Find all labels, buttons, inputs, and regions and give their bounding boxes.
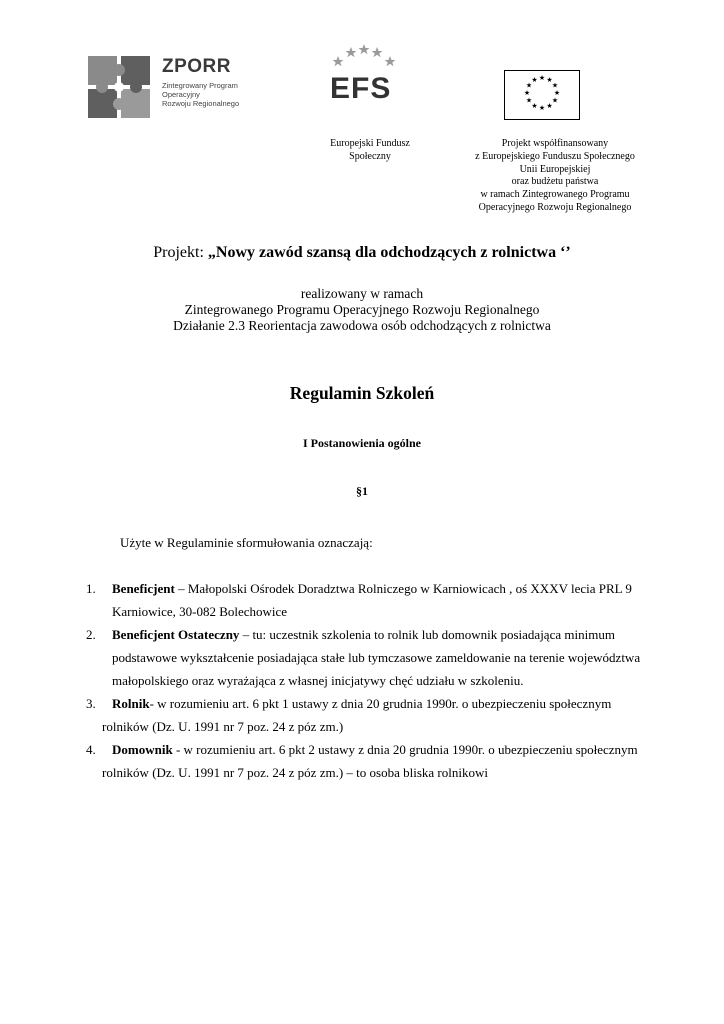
caption-line: Europejski Fundusz [330,138,410,149]
zporr-subtitle-line: Zintegrowany Program [162,81,238,90]
definition-text: - w rozumieniu art. 6 pkt 1 ustawy z dnia 20 grudnia 1990r. o ubezpieczeniu społecznym [149,696,612,711]
svg-text:★: ★ [546,102,553,110]
term: Beneficjent Ostateczny [112,627,240,642]
svg-text:★: ★ [531,102,538,110]
zporr-subtitle-line: Rozwoju Regionalnego [162,99,240,108]
definition-text: – tu: uczestnik szkolenia to rolnik lub domownik posiadająca minimum [239,627,615,642]
item-number: 1. [86,581,96,596]
list-item [86,623,670,692]
definition-text: podstawowe wykształcenie posiadająca stałe lub tymczasowe zameldowanie na terenie województwa [112,650,641,665]
item-number: 4. [86,742,96,757]
svg-text:★: ★ [525,96,533,105]
term: Rolnik [112,696,150,711]
list-item [86,692,670,738]
svg-text:★: ★ [538,104,546,112]
caption-line: oraz budżetu państwa [511,176,599,188]
realized-line: realizowany w ramach [300,286,424,301]
program-name: Zintegrowanego Programu Operacyjnego Rozwoju Regionalnego [184,302,540,317]
definition-text: – Małopolski Ośrodek Doradztwa Rolniczego w Karniowicach , oś XXXV lecia PRL 9 [174,581,632,596]
project-name: „Nowy zawód szansą dla odchodzących z rolnictwa ‘’ [207,244,571,261]
eu-flag-icon [504,70,580,120]
definitions-list [86,577,670,784]
caption-line: Społeczny [349,150,391,162]
caption-line: Unii Europejskiej [519,163,591,175]
zporr-title: ZPORR [162,56,231,77]
caption-line: Operacyjnego Rozwoju Regionalnego [478,201,632,213]
item-number: 2. [86,627,96,642]
svg-text:★: ★ [531,76,538,84]
list-item [86,738,670,784]
puzzle-icon [86,54,152,120]
list-item [86,577,670,623]
intro-text: Użyte w Regulaminie sformułowania oznaczają: [120,535,373,550]
svg-text:★: ★ [538,74,546,82]
definition-text: - w rozumieniu art. 6 pkt 2 ustawy z dnia 20 grudnia 1990r. o ubezpieczeniu społecznym [172,742,638,757]
project-label: Projekt: [153,244,208,261]
document-title: Regulamin Szkoleń [289,383,435,403]
caption-line: z Europejskiego Funduszu Społecznego [475,150,635,162]
svg-text:★: ★ [546,76,553,84]
project-title [0,244,724,262]
caption-line: Projekt współfinansowany [501,138,609,149]
definition-text: rolników (Dz. U. 1991 nr 7 poz. 24 z póz zm.) – to osoba bliska rolnikowi [102,765,488,780]
term: Domownik [112,742,173,757]
svg-text:★: ★ [525,81,533,90]
efs-logo-text: EFS [330,72,392,105]
svg-text:★: ★ [523,89,531,97]
svg-text:★: ★ [551,96,559,105]
zporr-logo [86,52,246,120]
definition-text: Karniowice, 30-082 Bolechowice [112,604,288,619]
cofinancing-caption [460,138,650,215]
caption-line: w ramach Zintegrowanego Programu [480,189,630,201]
definition-text: rolników (Dz. U. 1991 nr 7 poz. 24 z póz zm.) [102,719,344,734]
paragraph-number: §1 [356,484,368,498]
efs-logo [318,34,410,124]
zporr-subtitle-line: Operacyjny [162,90,200,99]
efs-caption [318,138,422,164]
svg-text:★: ★ [553,89,561,97]
term: Beneficjent [112,581,175,596]
stars-arc-icon [318,34,410,74]
section-title: I Postanowienia ogólne [302,436,421,450]
svg-text:★: ★ [551,81,559,90]
item-number: 3. [86,696,96,711]
definition-text: małopolskiego oraz wyrażająca z własnej inicjatywy chęć udziału w szkoleniu. [112,673,524,688]
measure-name: Działanie 2.3 Reorientacja zawodowa osób odchodzących z rolnictwa [173,318,551,333]
